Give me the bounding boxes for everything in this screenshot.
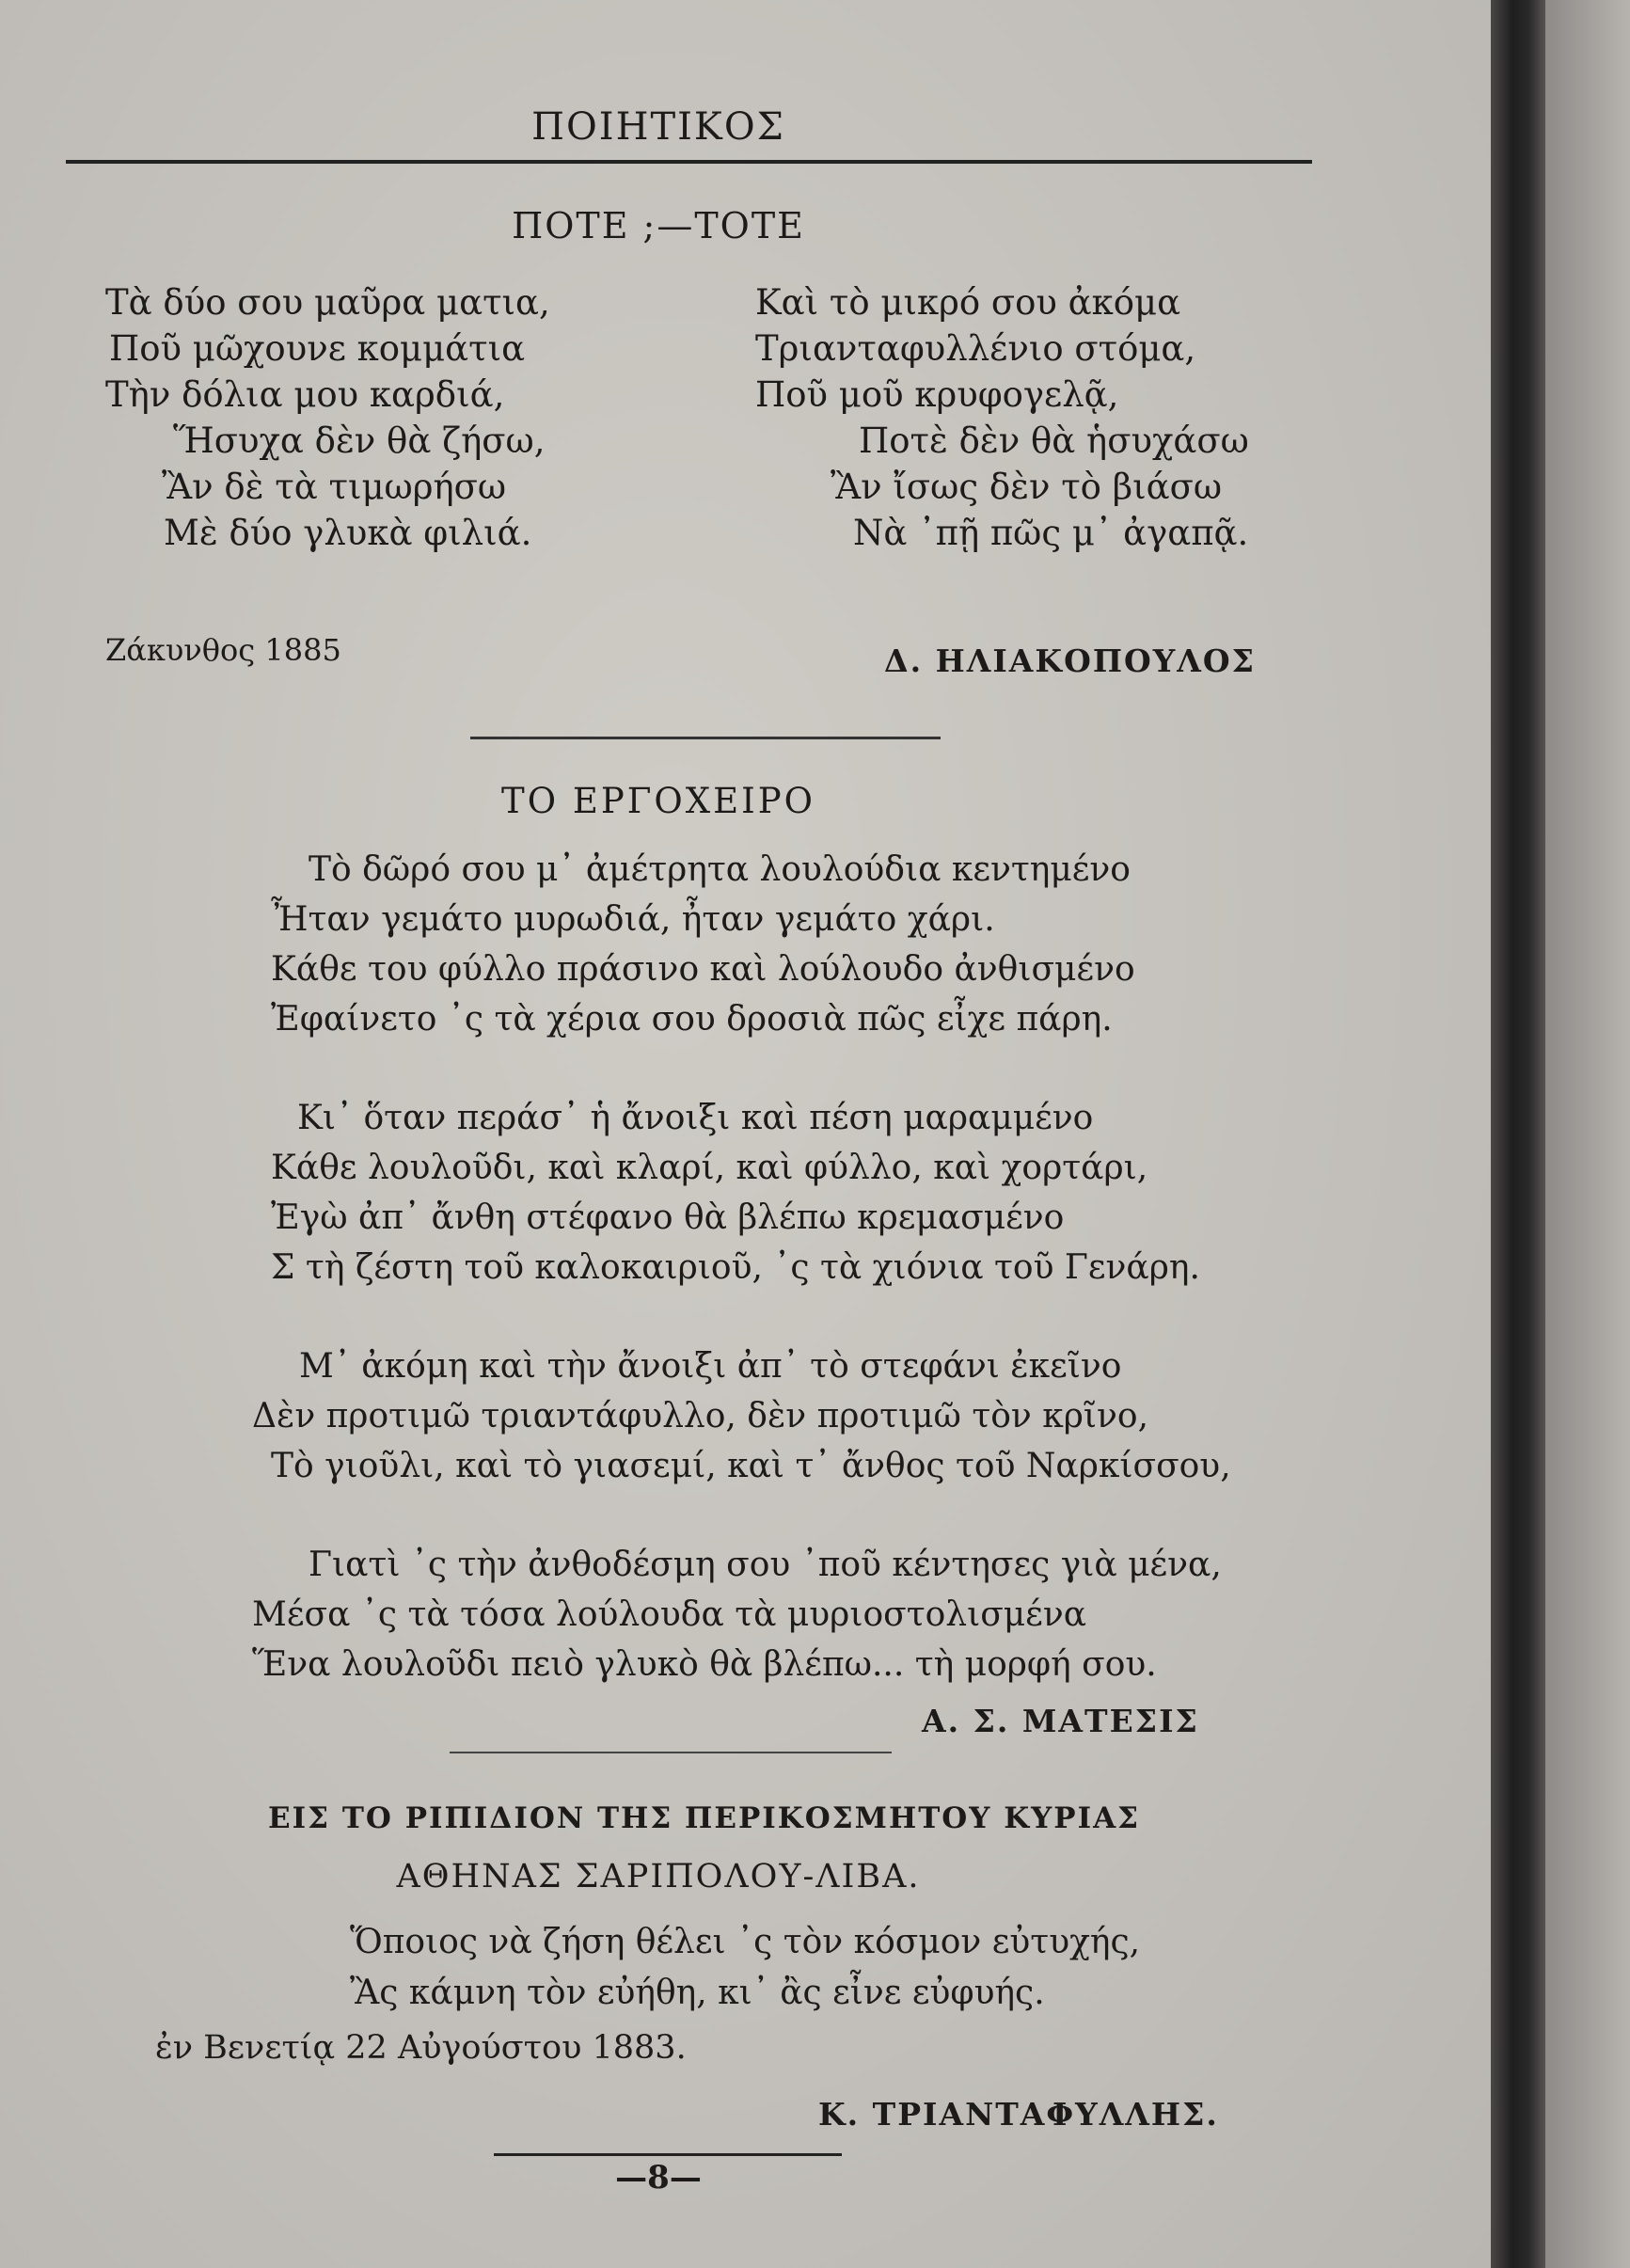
poem1-left-line: Μὲ δύο γλυκὰ φιλιά. bbox=[164, 513, 532, 553]
poem2-stanza bbox=[252, 1540, 1231, 1689]
poem1-right-line: Ἂν ἴσως δὲν τὸ βιάσω bbox=[831, 467, 1223, 507]
poem2-line: Ἐφαίνετο ᾽ς τὰ χέρια σου δροσιὰ πῶς εἶχε πάρη. bbox=[271, 1000, 1113, 1039]
poem3-title-line1: ΕΙΣ ΤΟ ΡΙΠΙΔΙΟΝ ΤΗΣ ΠΕΡΙΚΟΣΜΗΤΟΥ ΚΥΡΙΑΣ bbox=[268, 1801, 1141, 1835]
poem2-line: Μέσα ᾽ς τὰ τόσα λούλουδα τὰ μυριοστολισμένα bbox=[252, 1595, 1087, 1634]
poem3-author: Κ. ΤΡΙΑΝΤΑΦΥΛΛΗΣ. bbox=[818, 2096, 1219, 2133]
poem2-line: Ἕνα λουλοῦδι πειὸ γλυκὸ θὰ βλέπω... τὴ μορφή σου. bbox=[252, 1645, 1157, 1684]
poem1-author: Δ. ΗΛΙΑΚΟΠΟΥΛΟΣ bbox=[884, 642, 1256, 679]
poem3-title-line2: ΑΘΗΝΑΣ ΣΑΡΙΠΟΛΟΥ-ΛΙΒΑ. bbox=[396, 1858, 921, 1895]
poem1-left-line: Ποῦ μῶχουνε κομμάτια bbox=[109, 328, 526, 369]
page-number: —8— bbox=[615, 2159, 702, 2197]
poem2-author: Α. Σ. ΜΑΤΕΣΙΣ bbox=[922, 1703, 1199, 1739]
running-header: ΠΟΙΗΤΙΚΟΣ bbox=[531, 105, 785, 149]
footer-rule bbox=[494, 2153, 842, 2156]
poem3-line: Ἂς κάμνη τὸν εὐήθη, κι᾽ ἂς εἶνε εὐφυής. bbox=[350, 1974, 1045, 2012]
poem2-line: Τὸ γιοῦλι, καὶ τὸ γιασεμί, καὶ τ᾽ ἄνθος τοῦ Ναρκίσσου, bbox=[271, 1447, 1231, 1485]
poem1-place-date: Ζάκυνθος 1885 bbox=[105, 632, 341, 668]
section-rule bbox=[470, 737, 941, 739]
poem2-line: Γιατὶ ᾽ς τὴν ἀνθοδέσμη σου ᾽ποῦ κέντησες γιὰ μένα, bbox=[309, 1546, 1222, 1584]
poem2-title: ΤΟ ΕΡΓΟΧΕΙΡΟ bbox=[501, 781, 815, 821]
poem2-stanza bbox=[271, 845, 1231, 1044]
poem1-left-line: Τὴν δόλια μου καρδιά, bbox=[105, 374, 505, 415]
poem1-right-line: Καὶ τὸ μικρό σου ἀκόμα bbox=[755, 282, 1181, 323]
facing-page-edge bbox=[1545, 0, 1630, 2268]
poem1-right-line: Νὰ ᾽πῇ πῶς μ᾽ ἀγαπᾷ. bbox=[853, 513, 1249, 553]
poem1-left-line: Ἂν δὲ τὰ τιμωρήσω bbox=[162, 467, 507, 507]
poem1-left-line: Ἥσυχα δὲν θὰ ζήσω, bbox=[173, 420, 546, 461]
poem1-right-line: Ποτὲ δὲν θὰ ἡσυχάσω bbox=[859, 420, 1249, 461]
poem3-place-date: ἐν Βενετίᾳ 22 Αὐγούστου 1883. bbox=[155, 2029, 687, 2067]
poem2-line: Κάθε λουλοῦδι, καὶ κλαρί, καὶ φύλλο, καὶ χορτάρι, bbox=[271, 1149, 1148, 1187]
section-rule bbox=[450, 1752, 892, 1753]
poem1-right-line: Ποῦ μοῦ κρυφογελᾷ, bbox=[755, 374, 1119, 415]
poem3-body bbox=[331, 1917, 1140, 2019]
poem3-line: Ὅποιος νὰ ζήση θέλει ᾽ς τὸν κόσμον εὐτυχής, bbox=[350, 1923, 1141, 1961]
poem2-line: Ἐγὼ ἀπ᾽ ἄνθη στέφανο θὰ βλέπω κρεμασμένο bbox=[271, 1198, 1065, 1237]
book-gutter bbox=[1491, 0, 1545, 2268]
poem2-body bbox=[252, 845, 1231, 1689]
poem2-line: Δὲν προτιμῶ τριαντάφυλλο, δὲν προτιμῶ τὸν κρῖνο, bbox=[252, 1397, 1149, 1435]
poem1-title: ΠΟΤΕ ;—ΤΟΤΕ bbox=[512, 205, 805, 246]
poem2-line: Κάθε του φύλλο πράσινο καὶ λούλουδο ἀνθισμένο bbox=[271, 950, 1135, 989]
poem1-right-column bbox=[755, 279, 1249, 556]
poem2-line: Μ᾽ ἀκόμη καὶ τὴν ἄνοιξι ἀπ᾽ τὸ στεφάνι ἐκεῖνο bbox=[299, 1347, 1122, 1386]
poem1-left-line: Τὰ δύο σου μαῦρα ματια, bbox=[105, 282, 550, 323]
header-rule bbox=[66, 160, 1312, 164]
poem1-right-line: Τριανταφυλλένιο στόμα, bbox=[755, 328, 1196, 369]
poem2-line: Κι᾽ ὅταν περάσ᾽ ἡ ἄνοιξι καὶ πέση μαραμμένο bbox=[297, 1099, 1094, 1137]
poem1-left-column bbox=[105, 279, 550, 556]
poem2-stanza bbox=[252, 1341, 1231, 1491]
poem2-line: Τὸ δῶρό σου μ᾽ ἀμέτρητα λουλούδια κεντημένο bbox=[309, 850, 1131, 889]
poem2-stanza bbox=[271, 1093, 1231, 1293]
poem2-line: Ἦταν γεμάτο μυρωδιά, ἦταν γεμάτο χάρι. bbox=[271, 900, 995, 939]
poem2-line: Σ τὴ ζέστη τοῦ καλοκαιριοῦ, ᾽ς τὰ χιόνια τοῦ Γενάρη. bbox=[271, 1248, 1200, 1287]
